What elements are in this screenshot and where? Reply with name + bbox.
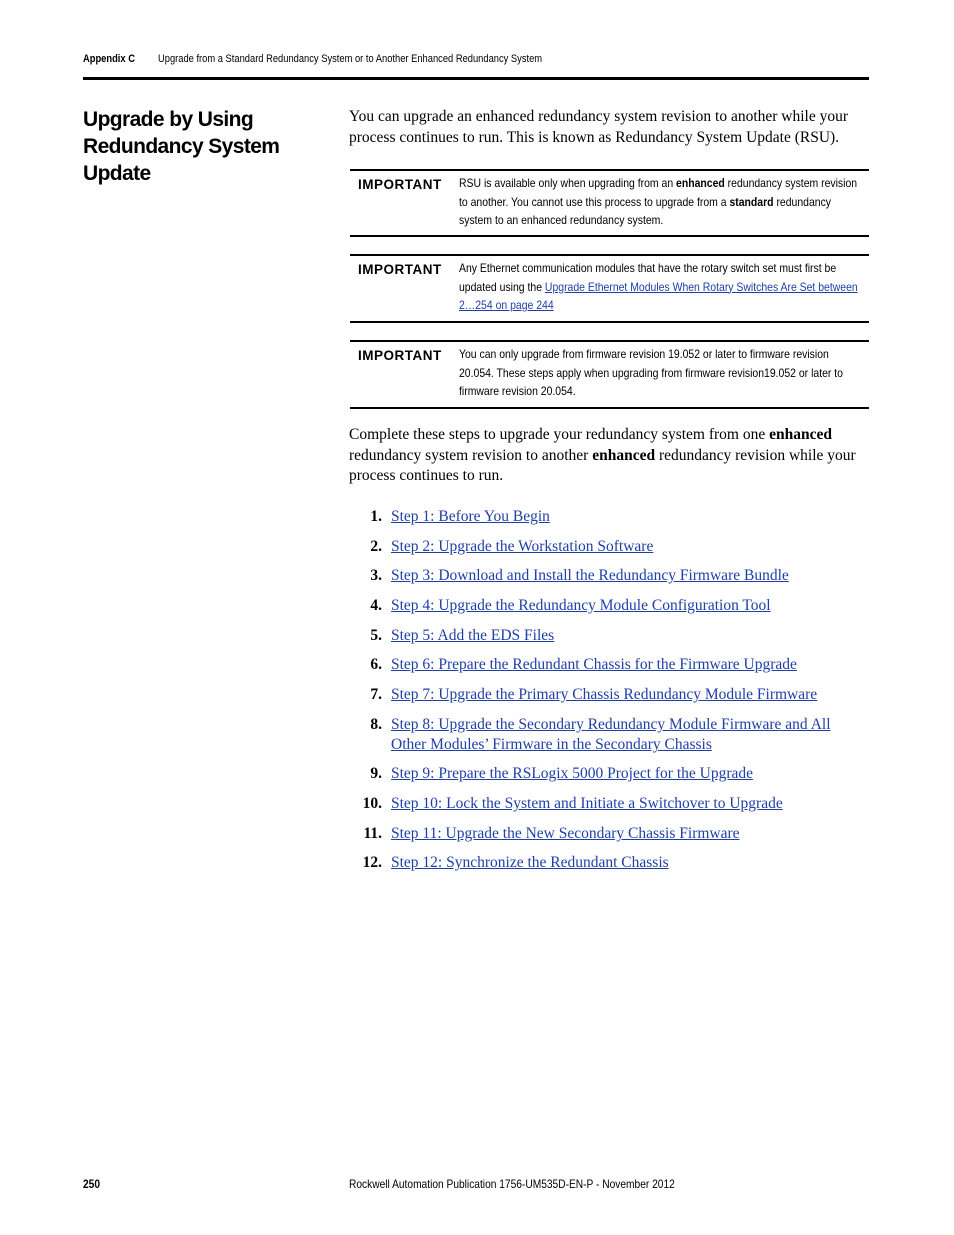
step-number: 7. bbox=[370, 686, 382, 703]
important-text-part: redundancy system to an enhanced redundancy system. bbox=[459, 194, 832, 227]
important-text-part: RSU is available only when upgrading from an bbox=[459, 176, 677, 190]
step-12-link[interactable]: Step 12: Synchronize the Redundant Chassis bbox=[391, 854, 669, 871]
step-number: 12. bbox=[362, 854, 382, 871]
section-title: Upgrade by Using Redundancy System Update bbox=[83, 108, 280, 185]
step-number: 1. bbox=[370, 508, 382, 525]
step-5-link[interactable]: Step 5: Add the EDS Files bbox=[391, 627, 555, 644]
step-number: 11. bbox=[363, 825, 382, 842]
step-number: 5. bbox=[370, 627, 382, 644]
appendix-label: Appendix C bbox=[83, 53, 135, 65]
step-1-link[interactable]: Step 1: Before You Begin bbox=[391, 508, 550, 525]
paragraph-part: redundancy revision while your process continues to run. bbox=[349, 446, 856, 484]
publication-info: Rockwell Automation Publication 1756-UM535D-EN-P - November 2012 bbox=[349, 1177, 675, 1191]
step-number: 6. bbox=[370, 656, 382, 673]
important-bold-enhanced: enhanced bbox=[676, 176, 725, 190]
step-3-link[interactable]: Step 3: Download and Install the Redundancy Firmware Bundle bbox=[391, 567, 789, 584]
step-11-link[interactable]: Step 11: Upgrade the New Secondary Chassis Firmware bbox=[391, 825, 740, 842]
step-7-link[interactable]: Step 7: Upgrade the Primary Chassis Redundancy Module Firmware bbox=[391, 686, 818, 703]
step-4-link[interactable]: Step 4: Upgrade the Redundancy Module Configuration Tool bbox=[391, 597, 771, 614]
header-title: Upgrade from a Standard Redundancy System or to Another Enhanced Redundancy System bbox=[158, 53, 543, 65]
important-label: IMPORTANT bbox=[358, 348, 442, 363]
upgrade-ethernet-modules-link[interactable]: Upgrade Ethernet Modules When Rotary Switches Are Set between 2…254 on page 244 bbox=[459, 279, 858, 312]
important-text-part: Any Ethernet communication modules that have the rotary switch set must first be updated using the bbox=[459, 261, 837, 294]
step-number: 2. bbox=[370, 538, 382, 555]
bold-enhanced: enhanced bbox=[769, 426, 832, 443]
important-box-ethernet bbox=[350, 254, 869, 323]
step-6-link[interactable]: Step 6: Prepare the Redundant Chassis for the Firmware Upgrade bbox=[391, 656, 797, 673]
important-box-firmware bbox=[350, 340, 869, 409]
complete-steps-paragraph bbox=[349, 425, 869, 487]
important-text-part: redundancy system revision to another. You cannot use this process to upgrade from a bbox=[459, 176, 858, 209]
step-8-link[interactable]: Step 8: Upgrade the Secondary Redundancy Module Firmware and All Other Modules’ Firmware in the Secondary Chassis bbox=[391, 716, 831, 753]
step-number: 8. bbox=[370, 716, 382, 733]
paragraph-part: Complete these steps to upgrade your redundancy system from one bbox=[349, 426, 770, 443]
step-number: 3. bbox=[370, 567, 382, 584]
step-10-link[interactable]: Step 10: Lock the System and Initiate a Switchover to Upgrade bbox=[391, 795, 783, 812]
important-label: IMPORTANT bbox=[358, 177, 442, 192]
important-bold-standard: standard bbox=[729, 194, 774, 209]
page-number: 250 bbox=[83, 1177, 101, 1191]
paragraph-part: redundancy system revision to another bbox=[349, 446, 593, 464]
important-text: You can only upgrade from firmware revision 19.052 or later to firmware revision 20.054. These steps apply when upgrading from firmware revision19.052 or later to firmware revision 20.054. bbox=[459, 347, 843, 398]
step-9-link[interactable]: Step 9: Prepare the RSLogix 5000 Project for the Upgrade bbox=[391, 765, 754, 782]
step-number: 4. bbox=[370, 597, 382, 614]
intro-paragraph: You can upgrade an enhanced redundancy system revision to another while your process continues to run. This is known as Redundancy System Update (RSU). bbox=[349, 108, 849, 146]
important-text bbox=[459, 174, 859, 230]
step-number: 9. bbox=[370, 765, 382, 782]
bold-enhanced: enhanced bbox=[592, 446, 656, 464]
step-2-link[interactable]: Step 2: Upgrade the Workstation Software bbox=[391, 538, 654, 555]
step-number: 10. bbox=[362, 795, 382, 812]
important-label: IMPORTANT bbox=[358, 262, 442, 277]
page-header bbox=[83, 53, 869, 80]
important-text bbox=[459, 259, 859, 315]
important-box-rsu bbox=[350, 169, 869, 237]
